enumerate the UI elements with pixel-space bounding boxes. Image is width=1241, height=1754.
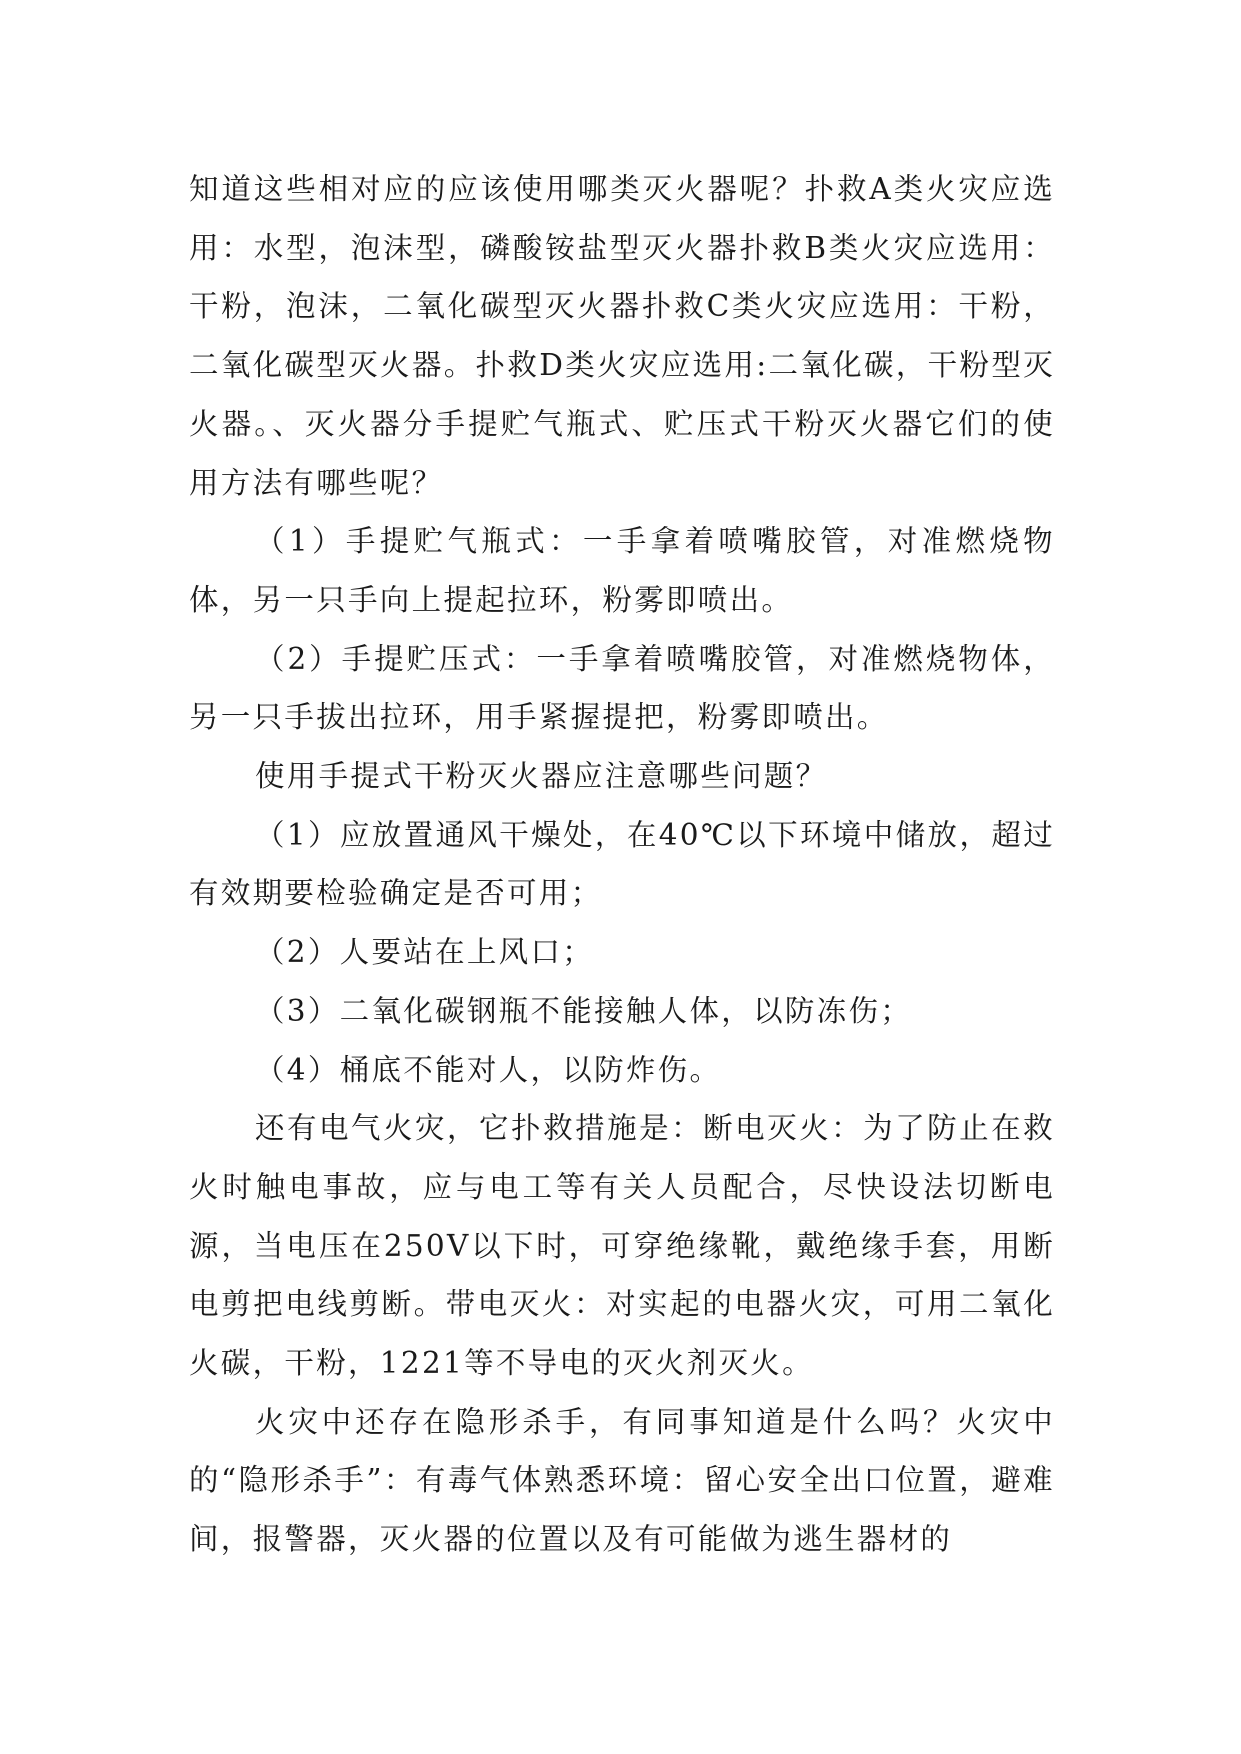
paragraph-stored-gas-usage: （1）手提贮气瓶式：一手拿着喷嘴胶管，对准燃烧物体，另一只手向上提起拉环，粉雾即喷出。 <box>189 524 1055 617</box>
paragraph-electrical-fire: 还有电气火灾，它扑救措施是：断电灭火：为了防止在救火时触电事故，应与电工等有关人员配合，尽快设法切断电源，当电压在250V以下时，可穿绝缘靴，戴绝缘手套，用断电剪把电线剪断。带电灭火：对实起的电器火灾，可用二氧化火碳，干粉，1221等不导电的灭火剂灭火。 <box>189 1111 1055 1381</box>
paragraph-extinguisher-types: 知道这些相对应的应该使用哪类灭火器呢？扑救A类火灾应选用：水型，泡沫型，磷酸铵盐型灭火器扑救B类火灾应选用：干粉，泡沫，二氧化碳型灭火器扑救C类火灾应选用：干粉，二氧化碳型灭火器。扑救D类火灾应选用:二氧化碳，干粉型灭火器。、灭火器分手提贮气瓶式、贮压式干粉灭火器它们的使用方法有哪些呢？ <box>189 172 1055 500</box>
paragraph-precaution-4: （4）桶底不能对人，以防炸伤。 <box>255 1052 722 1087</box>
document-body <box>189 160 1055 1569</box>
paragraph-precaution-2: （2）人要站在上风口； <box>255 935 595 970</box>
paragraph-precaution-1: （1）应放置通风干燥处，在40℃以下环境中储放，超过有效期要检验确定是否可用； <box>189 817 1055 911</box>
paragraph-invisible-killer: 火灾中还存在隐形杀手，有同事知道是什么吗？火灾中的“隐形杀手”：有毒气体熟悉环境：留心安全出口位置，避难间，报警器，灭火器的位置以及有可能做为逃生器材的 <box>189 1404 1055 1557</box>
paragraph-precautions-question: 使用手提式干粉灭火器应注意哪些问题？ <box>255 759 828 794</box>
paragraph-precaution-3: （3）二氧化碳钢瓶不能接触人体，以防冻伤； <box>255 993 913 1028</box>
paragraph-stored-pressure-usage: （2）手提贮压式：一手拿着喷嘴胶管，对准燃烧物体，另一只手拔出拉环，用手紧握提把，粉雾即喷出。 <box>189 641 1055 735</box>
